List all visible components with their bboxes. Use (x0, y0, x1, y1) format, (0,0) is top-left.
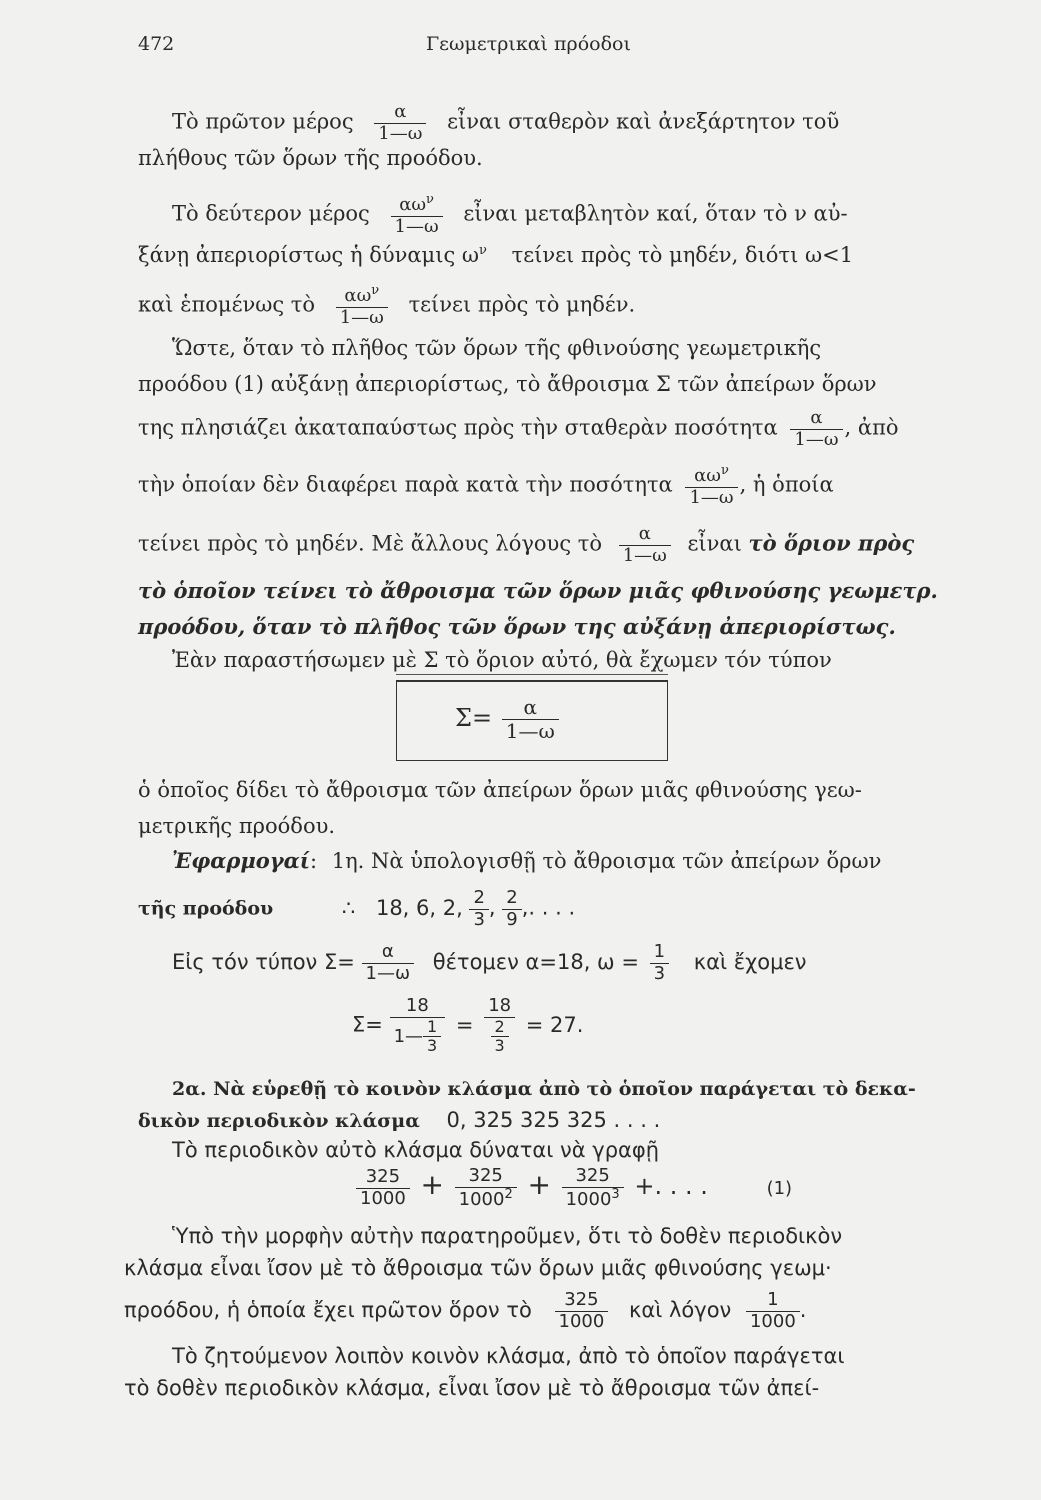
frac-numerator: 1 (427, 1016, 438, 1036)
fraction-aw-n-2 (336, 284, 388, 328)
p3-line2: προόδου (1) αὐξάνῃ ἀπεριορίστως, τὸ ἄθροισμα Σ τῶν ἀπείρων ὅρων (138, 372, 877, 396)
p3-line3 (138, 408, 899, 450)
frac-denominator: 9 (502, 909, 521, 931)
frac-denominator (455, 1187, 517, 1211)
p2-text-e: καὶ ἑπομένως τὸ (138, 292, 316, 317)
calc-lhs: Σ= (352, 1012, 383, 1037)
p4-line1: ὁ ὁποῖος δίδει τὸ ἄθροισμα τῶν ἀπείρων ὅρων μιᾶς φθινούσης γεω- (138, 778, 862, 802)
p2-line3 (138, 284, 635, 328)
p1-line1 (172, 102, 839, 144)
series-term-2 (455, 1166, 517, 1210)
progression-symbol: ∴ (341, 895, 356, 920)
frac-denominator: 1—ω (502, 719, 559, 743)
frac-numerator: 2 (506, 887, 518, 908)
frac-denominator: 1000 (746, 1311, 800, 1333)
frac-numerator: 325 (575, 1165, 610, 1186)
ex2-line6 (124, 1290, 806, 1332)
p3-text-3b: , ἀπὸ (844, 415, 899, 440)
series-term-3 (562, 1166, 624, 1210)
frac-denominator: 1—ω (336, 307, 388, 329)
frac-numerator (391, 193, 443, 216)
frac-numerator: 1 (653, 941, 666, 962)
frac-denominator: 1—ω (685, 487, 737, 509)
plus-sign-2: + (527, 1168, 551, 1202)
p3-line1: Ὥστε, ὅταν τὸ πλῆθος τῶν ὅρων τῆς φθινούσης γεωμετρικῆς (172, 336, 822, 360)
fraction-a-over-1-omega-3 (619, 524, 671, 566)
formula-lhs: Σ= (455, 704, 493, 732)
frac-denominator: 1000 (555, 1311, 609, 1333)
ex2-line5: κλάσμα εἶναι ἴσον μὲ τὸ ἄθροισμα τῶν ὅρων μιᾶς φθινούσης γεωμ· (124, 1256, 832, 1280)
frac-denominator: 1—ω (619, 545, 671, 567)
ex2-line1: 2α. Νὰ εὑρεθῇ τὸ κοινὸν κλάσμα ἀπὸ τὸ ὁποῖον παράγεται τὸ δεκα- (172, 1078, 916, 1100)
frac-numerator: α (394, 101, 407, 122)
p3-text-5c-emphasis: τὸ ὅριον πρὸς (748, 530, 915, 556)
applications-line1 (172, 850, 881, 872)
p2-text-f: τείνει πρὸς τὸ μηδέν. (408, 292, 636, 317)
p4-line2: μετρικῆς προόδου. (138, 814, 336, 838)
frac-denominator: 1—ω (362, 963, 415, 985)
omega-value (650, 942, 669, 984)
series-dots: +. . . . (634, 1172, 708, 1201)
frac-denominator: 3 (650, 963, 669, 985)
applications-title: Ἐφαρμογαί (172, 848, 310, 873)
p2-text-c: ξάνῃ ἀπεριορίστως ἡ δύναμις ω (138, 243, 480, 267)
frac-num-base: αω (399, 194, 427, 215)
frac-denominator: 1—ω (391, 216, 443, 238)
frac-num-sup: ν (720, 463, 729, 478)
frac-numerator: α (810, 407, 823, 428)
calc-result: = 27. (525, 1012, 584, 1037)
formula-top-rule (396, 674, 668, 676)
p2-sup: ν (479, 243, 487, 258)
progression-terms: 18, 6, 2, (375, 895, 463, 920)
app-text-3a: Εἰς τόν τύπον Σ= (172, 950, 355, 975)
frac-num-sup: ν (371, 283, 380, 298)
running-title: Γεωμετρικαὶ πρόοδοι (426, 33, 631, 55)
p3-line5 (138, 524, 914, 566)
frac-denominator: 1000 (356, 1188, 410, 1210)
p1-line2: πλήθους τῶν ὅρων τῆς προόδου. (138, 146, 483, 170)
p1-text-b: εἶναι σταθερὸν καὶ ἀνεξάρτητον τοῦ (447, 109, 840, 134)
ex2-text-6c: . (799, 1298, 807, 1323)
ex2-line4: Ὑπὸ τὴν μορφὴν αὐτὴν παρατηροῦμεν, ὅτι τὸ δοθὲν περιοδικὸν (172, 1224, 843, 1248)
calc-equals: = (455, 1012, 474, 1037)
p3-line6-emphasis: τὸ ὁποῖον τείνει τὸ ἄθροισμα τῶν ὅρων μιᾶς φθινούσης γεωμετρ. (138, 578, 938, 603)
p2-text-b: εἶναι μεταβλητὸν καί, ὅταν τὸ ν αὐ- (463, 201, 848, 226)
p3-text-5b: εἶναι (687, 531, 742, 556)
p3-line7-emphasis: προόδου, ὅταν τὸ πλῆθος τῶν ὅρων της αὐξάνῃ ἀπεριορίστως. (138, 614, 896, 639)
frac-numerator: 18 (405, 995, 429, 1016)
p2-text-a: Τὸ δεύτερον μέρος (172, 201, 370, 226)
ex2-line2 (138, 1110, 660, 1131)
frac-num-sup: ν (426, 192, 434, 207)
p3-text-4b: , ἡ ὁποία (739, 472, 834, 497)
p2-line1 (172, 193, 848, 237)
frac-numerator (336, 284, 388, 307)
applications-line2: τῆς προόδου ∴ 18, 6, 2, $\frac{2}{3}$ , $\frac{2}{9}$ ,. . . . (138, 887, 576, 930)
frac-denominator: 3 (491, 1036, 509, 1055)
calc-fraction-1 (390, 996, 446, 1055)
frac-numerator: 325 (468, 1165, 503, 1186)
periodic-decimal: 0, 325 325 325 . . . . (446, 1108, 661, 1132)
p3-line8: Ἐὰν παραστήσωμεν μὲ Σ τὸ ὅριον αὐτό, θὰ ἔχωμεν τόν τύπον (172, 648, 832, 672)
frac-num-base: αω (694, 465, 721, 486)
fraction-a-over-1-omega-2 (790, 408, 842, 450)
calc-fraction-2 (484, 996, 515, 1055)
p3-line4 (138, 464, 834, 508)
fraction-aw-n (391, 193, 443, 237)
applications-colon: : (309, 849, 318, 873)
frac-numerator: α (523, 695, 537, 719)
formula-fraction (502, 696, 559, 743)
p3-text-3a: της πλησιάζει ἀκαταπαύστως πρὸς τὴν σταθερὰν ποσότητα (138, 415, 778, 440)
p2-text-d: τείνει πρὸς τὸ μηδέν, διότι ω<1 (511, 243, 854, 267)
frac-denominator: 3 (423, 1036, 441, 1055)
den-base: 1000 (565, 1188, 612, 1210)
first-term-fraction (555, 1290, 609, 1332)
sum-formula (455, 696, 559, 743)
progression-label: τῆς προόδου (138, 897, 274, 920)
ex2-line8: τὸ δοθὲν περιοδικὸν κλάσμα, εἶναι ἴσον μὲ τὸ ἄθροισμα τῶν ἀπεί- (124, 1376, 820, 1400)
ex2-line3: Τὸ περιοδικὸν αὐτὸ κλάσμα δύναται νὰ γραφῇ (172, 1138, 660, 1162)
calc-den-a: 1— (393, 1025, 424, 1047)
term-2-9 (502, 888, 521, 930)
ratio-fraction (746, 1290, 800, 1332)
frac-numerator: α (638, 523, 651, 544)
app-text-3c: καὶ ἔχομεν (693, 950, 807, 975)
frac-denominator (390, 1017, 446, 1056)
frac-denominator (484, 1017, 515, 1056)
app-text-3b: θέτομεν α=18, ω = (432, 950, 639, 975)
term-2-3 (469, 888, 488, 930)
fraction-aw-n-3 (685, 464, 737, 508)
frac-denominator: 1—ω (374, 123, 426, 145)
frac-denominator (562, 1187, 624, 1211)
p3-text-4a: τὴν ὁποίαν δὲν διαφέρει παρὰ κατὰ τὴν ποσότητα (138, 472, 673, 497)
ex2-text-2a: δικὸν περιοδικὸν κλάσμα (138, 1110, 420, 1132)
progression-dots: ,. . . . (521, 895, 576, 920)
den-sup: 2 (504, 1186, 513, 1202)
frac-numerator: 1 (767, 1289, 779, 1310)
formula-fraction-2 (362, 942, 415, 984)
den-sup: 3 (611, 1186, 620, 1202)
sum-calculation (352, 996, 583, 1055)
p1-text-a: Τὸ πρῶτον μέρος (172, 109, 354, 134)
frac-numerator: 2 (494, 1016, 505, 1036)
applications-line3 (172, 942, 807, 984)
p3-text-5a: τείνει πρὸς τὸ μηδέν. Μὲ ἄλλους λόγους τὸ (138, 531, 603, 556)
frac-numerator: α (381, 941, 394, 962)
page-number: 472 (138, 33, 175, 55)
ex2-text-6b: καὶ λόγον (629, 1298, 732, 1323)
ex2-text-6a: προόδου, ἡ ὁποία ἔχει πρῶτον ὅρον τὸ (124, 1298, 532, 1323)
calc-den-fraction (423, 1018, 441, 1056)
equation-number: (1) (766, 1178, 793, 1200)
calc-den-fraction-2 (491, 1018, 509, 1056)
frac-denominator: 1—ω (790, 429, 842, 451)
plus-sign-1: + (420, 1168, 444, 1202)
fraction-a-over-1-omega (374, 102, 426, 144)
applications-text-1: 1η. Νὰ ὑπολογισθῇ τὸ ἄθροισμα τῶν ἀπείρων ὅρων (331, 849, 882, 873)
den-base: 1000 (458, 1188, 505, 1210)
series-term-1 (356, 1167, 410, 1209)
frac-numerator: 2 (473, 887, 485, 908)
frac-denominator: 3 (469, 909, 488, 931)
frac-numerator (685, 464, 737, 487)
sum-formula-box (396, 680, 668, 761)
frac-numerator: 18 (488, 995, 512, 1016)
series-expansion (356, 1166, 792, 1210)
frac-numerator: 325 (564, 1289, 599, 1310)
frac-numerator: 325 (365, 1166, 401, 1187)
p2-line2 (138, 244, 853, 266)
frac-num-base: αω (344, 285, 372, 306)
ex2-line7: Τὸ ζητούμενον λοιπὸν κοινὸν κλάσμα, ἀπὸ τὸ ὁποῖον παράγεται (172, 1344, 845, 1368)
